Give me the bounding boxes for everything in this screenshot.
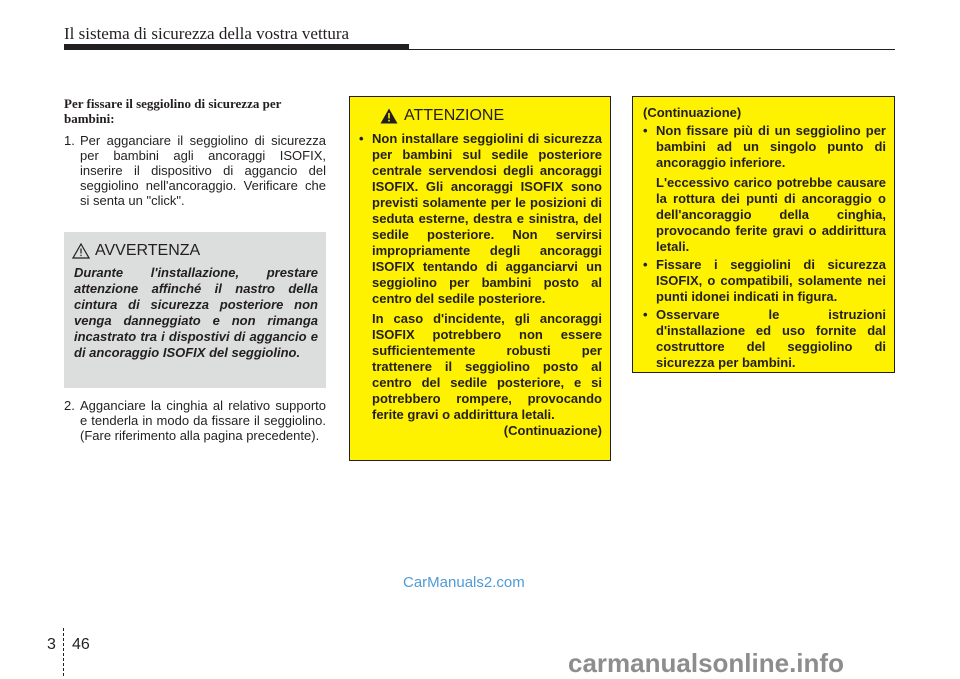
bullet-text: Fissare i seggiolini di sicurezza ISOFIX, o compatibili, solamente nei punti idonei indicati in figura. [656,257,886,304]
bullet-item [643,307,886,371]
bullet-dot: • [643,257,648,272]
attention-box [349,96,611,461]
page-divider [63,628,64,676]
page-header-title: Il sistema di sicurezza della vostra vettura [64,24,350,43]
step-number: 1. [64,133,75,148]
header-rule [64,44,409,50]
warning-box [64,232,326,388]
step-2-block [64,398,326,443]
continuation-box [632,96,895,373]
continued-label: (Continuazione) [503,423,602,438]
warning-title: AVVERTENZA [95,242,201,259]
bullet-dot: • [643,123,648,138]
warning-triangle-icon [380,108,398,124]
continuation-label: (Continuazione) [643,105,742,120]
continuation-content [643,105,886,371]
bullet-item [643,123,886,171]
page-number: 46 [72,636,90,653]
site-watermark: carmanualsonline.info [568,648,844,678]
section-subheading: Per fissare il seggiolino di sicurezza per bambini: [64,96,282,126]
step-1 [64,133,326,208]
header-rule-thin [409,49,895,50]
attention-title-row [380,107,504,125]
step-2 [64,398,326,443]
attention-title: ATTENZIONE [404,107,505,124]
bullet-text: Osservare le istruzioni d'installazione ed uso fornite dal costruttore del seggiolino di sicurezza per bambini. [656,307,886,370]
paragraph: L'eccessivo carico potrebbe causare la rottura dei punti di ancoraggio o dell'ancoraggio della cinghia, provocando ferite gravi o addirittura letali. [656,175,886,254]
instructions-column [64,96,326,208]
attention-content [359,131,602,439]
step-text: Per agganciare il seggiolino di sicurezza per bambini agli ancoraggi ISOFIX, inserire il dispositivo di aggancio del seggiolino nell'ancoraggio. Verificare che si senta un "click". [80,133,326,208]
bullet-item [643,257,886,305]
watermark-link[interactable]: CarManuals2.com [403,574,525,591]
bullet-item [359,131,602,307]
bullet-text: Non fissare più di un seggiolino per bambini ad un singolo punto di ancoraggio inferiore. [656,123,886,170]
bullet-text: Non installare seggiolini di sicurezza per bambini sul sedile posteriore centrale servendosi degli ancoraggi ISOFIX. Gli ancoraggi ISOFIX sono previsti solamente per le posizioni di seduta esterne, destra e sinistra, del sedile posteriore. Non servirsi impropriamente degli ancoraggi ISOFIX tentando di agganciarvi un seggiolino per bambini posto al centro del sedile posteriore. [372,131,602,306]
bullet-dot: • [359,131,364,146]
section-number: 3 [47,636,56,653]
bullet-dot: • [643,307,648,322]
paragraph: In caso d'incidente, gli ancoraggi ISOFIX potrebbero non essere sufficientemente robusti per trattenere il seggiolino posto al centro del sedile posteriore, e si potrebbero rompere, provocando ferite gravi o addirittura letali. [372,311,602,422]
warning-triangle-icon [72,243,90,259]
step-text: Agganciare la cinghia al relativo supporto e tenderla in modo da fissare il seggiolino. (Fare riferimento alla pagina precedente). [80,398,326,443]
warning-title-row [72,242,200,260]
step-number: 2. [64,398,75,413]
warning-text: Durante l'installazione, prestare attenzione affinché il nastro della cintura di sicurezza posteriore non venga danneggiato e non rimanga incastrato tra i dispostivi di aggancio e di ancoraggio ISOFIX del seggiolino. [74,265,318,360]
